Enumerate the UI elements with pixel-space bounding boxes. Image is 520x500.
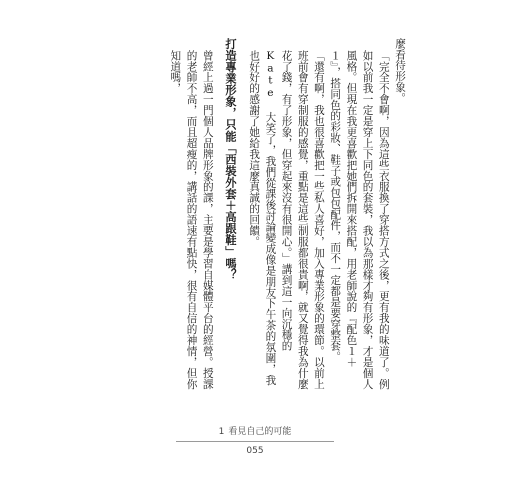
running-footer	[176, 424, 334, 437]
paragraph: 麼看待形象。	[394, 38, 406, 104]
chapter-number: 1	[218, 427, 225, 437]
body-text	[126, 38, 408, 394]
section-heading: 打造專業形象，只能「西裝外套＋高跟鞋」嗎？	[223, 38, 237, 281]
paragraph: 「完全不會啊，因為這些衣服換了穿搭方式之後，更有我的味道了。例如以前我一定是穿上下同色的套裝，我以為那樣才夠有形象，才是個人風格。但現在我更喜歡把她們拆開來搭配，用老師說的『配色１＋１』，搭同色的彩妝、鞋子或包包配件，而不一定都是要穿整套。	[329, 49, 390, 390]
chapter-title: 看見自己的可能	[228, 427, 292, 437]
page-number: 055	[246, 446, 264, 456]
footer-divider	[176, 441, 334, 442]
paragraph: 「還有啊，我也很喜歡把一些私人喜好，加入專業形象的環節。以前上班前會有穿制服的感覺，重點是這些制服都很貴啊，就又覺得我為什麼花了錢，有了形象，但穿起來沒有很開心。」講到這一向沉穩的 Kate 大笑了，我們從課後討論變成像是朋友下午茶的氛圍，我也好好的感謝了她給我這麼真誠的回饋。	[248, 49, 325, 390]
paragraph: 曾經上過一門個人品牌形象的課，主要是學習自媒體平台的經營。授課的老師不高，而且超瘦的，講話的語速有點快，很有自信的神情，但你知道嗎，	[169, 49, 214, 390]
